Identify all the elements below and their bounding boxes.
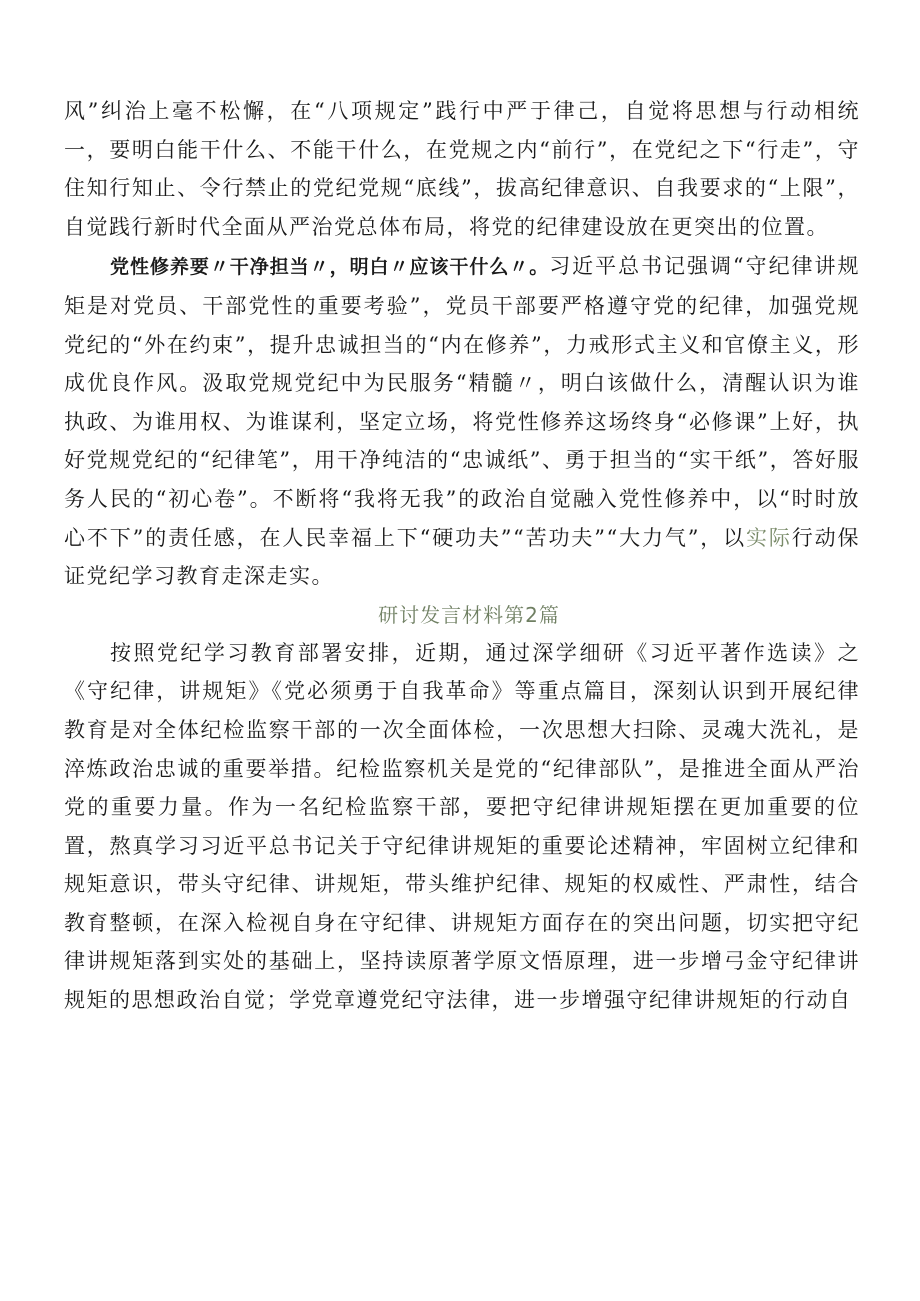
paragraph-lead-heading: 党性修养要〃干净担当〃，明白〃应该干什么〃。 [110,256,550,279]
document-page [64,92,860,1020]
paragraph-party-spirit [64,247,860,595]
highlighted-word: 实际 [746,525,792,550]
paragraph-discipline-practice: 风”纠治上毫不松懈，在“八项规定”践行中严于律己，自觉将思想与行动相统一，要明白能干什么、不能干什么，在党规之内“前行”，在党纪之下“行走”，守住知行知止、令行禁止的党纪党规“底线”，拔高纪律意识、自我要求的“上限”，自觉践行新时代全面从严治党总体布局，将党的纪律建设放在更突出的位置。 [64,99,860,239]
paragraph-tail-text: 行动保证党纪学习教育走深走实。 [64,525,860,589]
paragraph-study-arrangement: 按照党纪学习教育部署安排，近期，通过深学细研《习近平著作选读》之《守纪律，讲规矩》《党必须勇于自我革命》等重点篇目，深刻认识到开展纪律教育是对全体纪检监察干部的一次全面体检，一次思想大扫除、灵魂大洗礼，是淬炼政治忠诚的重要举措。纪检监察机关是党的“纪律部队”，是推进全面从严治党的重要力量。作为一名纪检监察干部，要把守纪律讲规矩摆在更加重要的位置，熬真学习习近平总书记关于守纪律讲规矩的重要论述精神，牢固树立纪律和规矩意识，带头守纪律、讲规矩，带头维护纪律、规矩的权威性、严肃性，结合教育整顿，在深入检视自身在守纪律、讲规矩方面存在的突出问题，切实把守纪律讲规矩落到实处的基础上，坚持读原著学原文悟原理，进一步增弓金守纪律讲规矩的思想政治自觉；学党章遵党纪守法律，进一步增强守纪律讲规矩的行动自 [64,640,860,1013]
section-heading: 研讨发言材料第2篇 [378,602,560,627]
paragraph-body-text: 习近平总书记强调“守纪律讲规矩是对党员、干部党性的重要考验”，党员干部要严格遵守党的纪律，加强党规党纪的“外在约束”，提升忠诚担当的“内在修养”，力戒形式主义和官僚主义，形成优良作风。汲取党规党纪中为民服务“精髓〃，明白该做什么，清醒认识为谁执政、为谁用权、为谁谋利，坚定立场，将党性修养这场终身“必修课”上好，执好党规党纪的“纪律笔”，用干净纯洁的“忠诚纸”、勇于担当的“实干纸”，答好服务人民的“初心卷”。不断将“我将无我”的政治自觉融入党性修养中，以“时时放心不下”的责任感，在人民幸福上下“硬功夫”“苦功夫”“大力气”，以 [64,254,860,550]
